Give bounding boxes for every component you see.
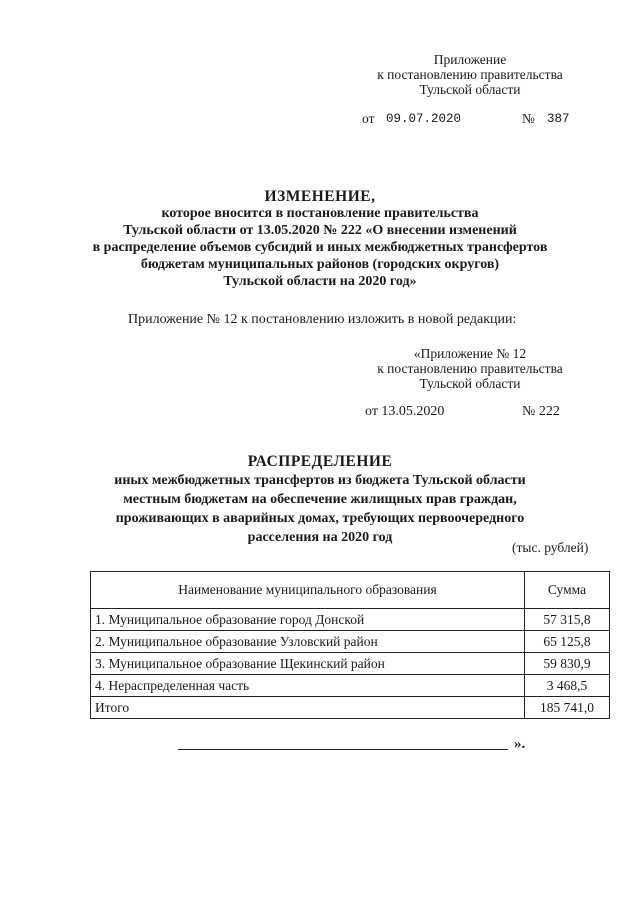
row-name: 2. Муниципальное образование Узловский район	[91, 631, 525, 653]
amendment-heading: ИЗМЕНЕНИЕ,	[264, 188, 376, 205]
row-name: Итого	[91, 697, 525, 719]
units-label: (тыс. рублей)	[512, 540, 589, 555]
header-date: 09.07.2020	[386, 112, 462, 126]
header-line-region: Тульской области	[419, 82, 521, 97]
row-sum: 65 125,8	[525, 631, 610, 653]
amendment-title-line: бюджетам муниципальных районов (городских округов)	[140, 257, 500, 272]
closing-line	[178, 749, 508, 750]
row-name: 4. Нераспределенная часть	[91, 675, 525, 697]
distribution-title	[100, 452, 540, 547]
amendment-title-line: которое вносится в постановление правительства	[161, 206, 479, 221]
table-row-total	[91, 697, 610, 719]
appendix-line-resolution: к постановлению правительства	[377, 361, 563, 376]
row-name: 1. Муниципальное образование город Донской	[91, 609, 525, 631]
intro-paragraph: Приложение № 12 к постановлению изложить в новой редакции:	[128, 312, 517, 327]
closing-quote: ».	[514, 736, 526, 752]
document-header	[360, 52, 580, 97]
distribution-title-line: иных межбюджетных трансфертов из бюджета Тульской области	[114, 473, 526, 488]
table-row	[91, 631, 610, 653]
amendment-title	[80, 188, 560, 290]
appendix-line-title: «Приложение № 12	[413, 346, 527, 361]
table-row	[91, 609, 610, 631]
header-number-sign: №	[522, 111, 535, 126]
row-sum: 59 830,9	[525, 653, 610, 675]
table-row	[91, 675, 610, 697]
header-line-appendix: Приложение	[433, 52, 507, 67]
distribution-table	[90, 571, 610, 719]
table-row	[91, 653, 610, 675]
row-sum: 185 741,0	[525, 697, 610, 719]
header-date-prefix: от	[362, 111, 375, 126]
amendment-title-line: в распределение объемов субсидий и иных межбюджетных трансфертов	[92, 240, 548, 255]
distribution-title-line: проживающих в аварийных домах, требующих первоочередного	[115, 511, 525, 526]
appendix-date: от 13.05.2020	[365, 404, 445, 419]
amendment-title-line: Тульской области на 2020 год»	[223, 274, 417, 289]
distribution-heading: РАСПРЕДЕЛЕНИЕ	[247, 453, 393, 470]
column-header-name: Наименование муниципального образования	[91, 572, 525, 609]
appendix-line-region: Тульской области	[419, 376, 521, 391]
row-sum: 57 315,8	[525, 609, 610, 631]
amendment-title-line: Тульской области от 13.05.2020 № 222 «О внесении изменений	[123, 223, 517, 238]
column-header-sum: Сумма	[525, 572, 610, 609]
table-header-row	[91, 572, 610, 609]
distribution-title-line: местным бюджетам на обеспечение жилищных прав граждан,	[123, 492, 517, 507]
distribution-title-line: расселения на 2020 год	[247, 530, 393, 545]
row-name: 3. Муниципальное образование Щекинский район	[91, 653, 525, 675]
header-number: 387	[547, 112, 570, 126]
appendix-header	[350, 346, 590, 391]
header-line-resolution: к постановлению правительства	[377, 67, 563, 82]
row-sum: 3 468,5	[525, 675, 610, 697]
appendix-number: № 222	[522, 404, 560, 419]
